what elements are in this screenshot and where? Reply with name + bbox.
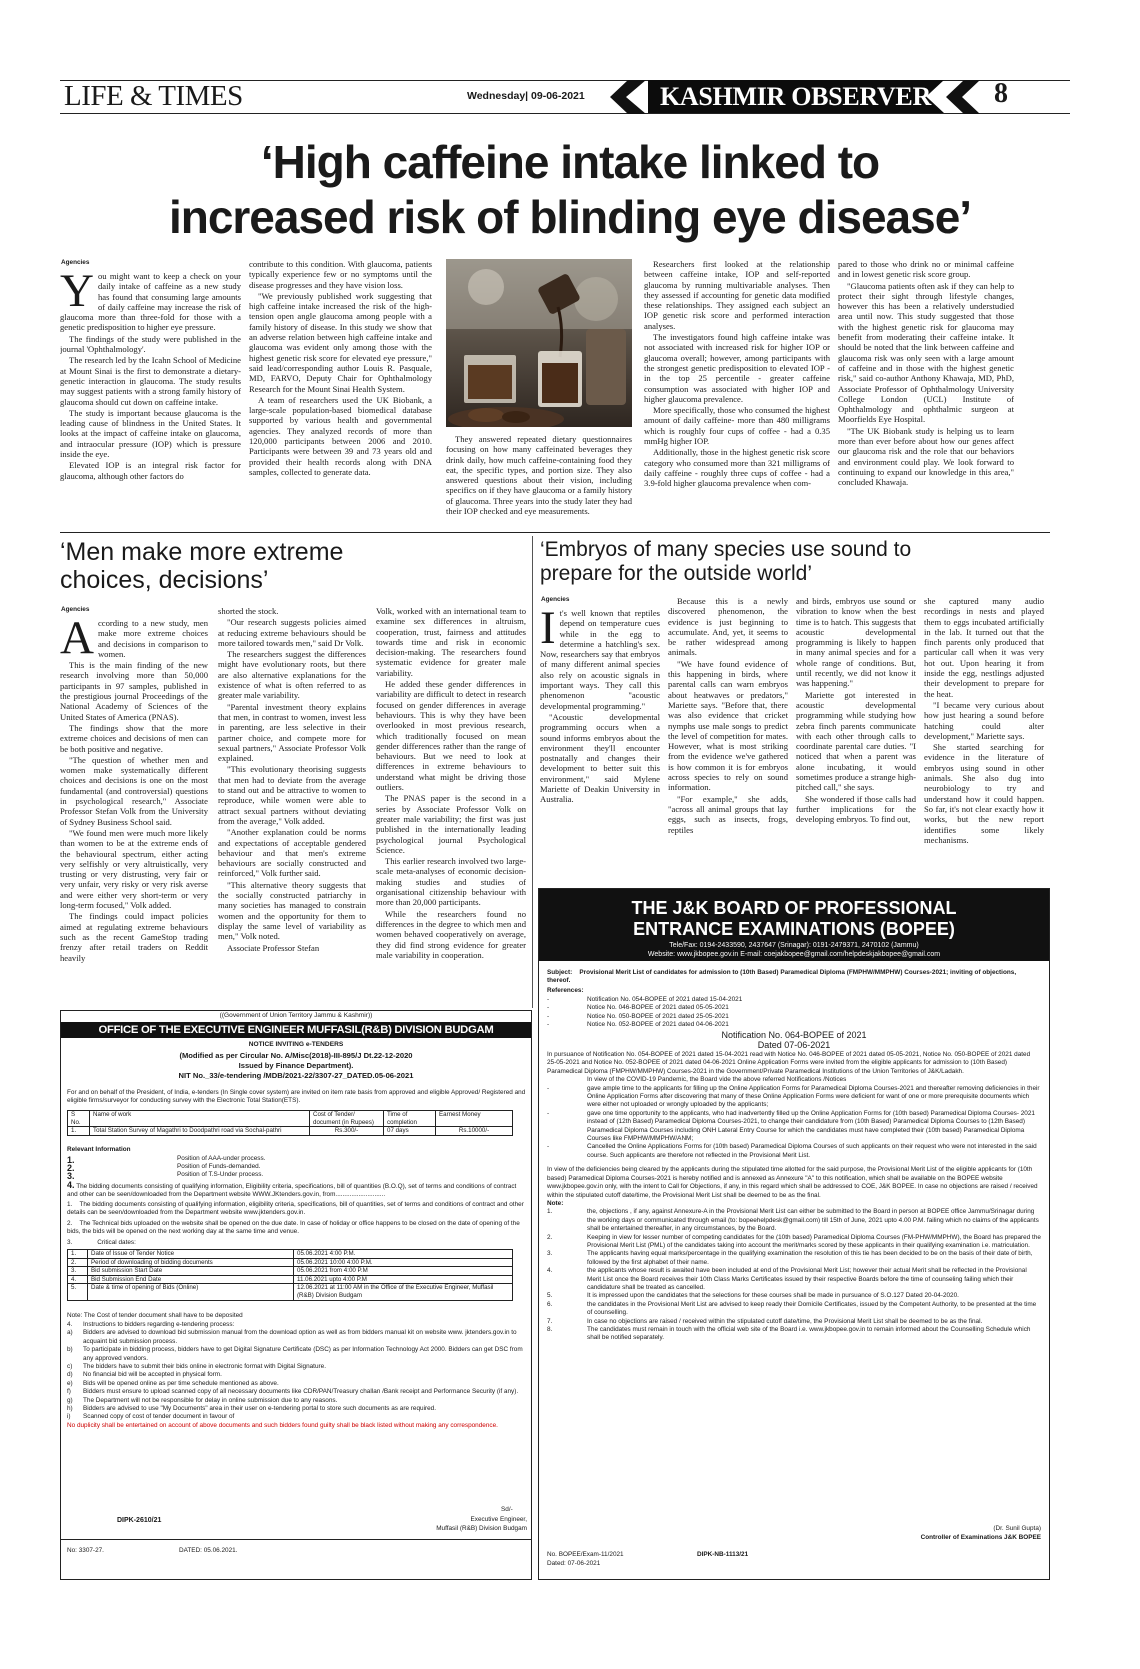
men-paragraph: The findings could impact policies aimed at regulating extreme behaviours such as the recent GameStop trading frenzy after retail traders on Reddit heavily	[60, 911, 208, 963]
lead-dropcap: Y	[60, 271, 94, 317]
men-paragraph: The findings show that the more extreme choices and decisions of men can be both positive and negative.	[60, 722, 208, 754]
bopee-title-line1: THE J&K BOARD OF PROFESSIONAL	[631, 898, 957, 918]
tender-para-2: 2. The Technical bids uploaded on the website shall be opened on the due date. In case of holiday or office happens to be closed on the date of opening of the bids, the bids will be opened on the next working day at the same time and venue.	[67, 1220, 520, 1236]
list-item: - Notice No. 052-BOPEE of 2021 dated 04-06-2021	[547, 1021, 729, 1029]
lead-paragraph: Elevated IOP is an integral risk factor for glaucoma, although other factors do	[60, 460, 241, 481]
embryo-paragraph: She started searching for evidence in the literature of embryos using sound in other animals. She also dug into neurobiology to try and understand how it could happen. So far, it's not clear exactly how it works, but the new report identifies some likely mechanisms.	[924, 742, 1044, 845]
list-text: No financial bid will be accepted in physical form.	[83, 1371, 222, 1379]
tender-work-table	[67, 1110, 513, 1136]
list-text: Position of Funds-demanded.	[177, 1163, 261, 1170]
men-paragraph: shorted the stock.	[218, 606, 279, 616]
list-number: f)	[67, 1388, 71, 1396]
coffee-illustration	[446, 259, 632, 427]
list-text: It is impressed upon the candidates that the selections for these courses shall be made in pursuance of S.O.127 Dated 20-04-2020.	[587, 1292, 959, 1300]
list-item	[67, 1413, 527, 1421]
lead-paragraph: Additionally, those in the highest genetic risk score category who consumed more than 321 milligrams of daily caffeine - roughly three cups of coffee - had a 3.9-fold higher glaucoma prevalence when com-	[644, 447, 830, 489]
lead-column-3	[446, 434, 632, 528]
list-item	[67, 1329, 527, 1346]
list-item: - gave ample time to the applicants for filling up the Online Application Forms for Paramedical Diploma Courses-2021 and thereafter removing deficiencies in their Online Application Forms after discovering that many of these Online Application Forms were deficient for want of one or more prerequisite documents which were either not uploaded or wrongly uploaded by the applicants;	[547, 1084, 1040, 1109]
paper-name: KASHMIR OBSERVER	[660, 82, 931, 111]
tender-dipk: DIPK-2610/21	[117, 1517, 162, 1524]
tender-number: No: 3307-27.	[67, 1547, 104, 1554]
table-cell: 5.	[68, 1284, 88, 1300]
table-header: Name of work	[90, 1111, 310, 1127]
men-paragraph: The researchers suggest the differences might have evolutionary roots, but there are also alternative explanations for the existence of what is often referred to as greater male variability.	[218, 649, 366, 701]
men-paragraph: This is the main finding of the new research involving more than 50,000 participants in 97 samples, published in the prestigious journal Proceedings of the National Academy of Sciences of the United States of America (PNAS).	[60, 660, 208, 722]
list-number: b)	[67, 1346, 73, 1354]
lead-paragraph: Researchers first looked at the relationship between caffeine intake, IOP and self-reported glaucoma by running multivariable analyses. Then they assessed if accounting for genetic data modified these relationships. They assigned each subject an IOP genetic risk score and performed interaction analyses.	[644, 259, 830, 331]
table-header: S No.	[68, 1111, 90, 1127]
tender-sign-title: Executive Engineer,	[470, 1516, 527, 1523]
bopee-web: Website: www.jkbopee.gov.in E-mail: coejakbopee@gmail.com/helpdeskjakbopee@gmail.com	[647, 951, 941, 958]
tender-critical-label: Critical dates:	[97, 1239, 136, 1246]
list-number: 7.	[547, 1317, 553, 1325]
list-number: g)	[67, 1396, 73, 1404]
table-row	[68, 1250, 513, 1259]
bopee-paragraph: In view of the deficiencies being cleared by the applicants during the stipulated time allotted for the said purpose, the Provisional Merit List of the eligible applicants for (10th based) Paramedical Diploma Courses-2021 is hereby notified and is annexed as Annexure "A" to this notification, which shall be available on the BOPEE website www.jkbopee.gov.in only, with the intent to Call for Objections, if any, in this regard which shall be addressed to COE, J&K BOPEE. In case no objections are raised / received within the stipulated cutoff date/time, the Provisional Merit List shall be deemed to be as the final.	[547, 1166, 1038, 1199]
list-number: 3.	[67, 1171, 75, 1181]
tender-note: Note: The Cost of tender document shall have to be deposited	[67, 1312, 243, 1319]
embryo-paragraph: "We have found evidence of this happening in birds, where parental calls can warn embryos about heatwaves or predators," Mariette says. "Before that, there was also evidence that cricket nymphs use male songs to predict the level of competition for mates. However, what is most striking from the evidence we've gathered is how common it is for embryos across species to rely on sound information.	[668, 658, 788, 793]
men-paragraph: "This evolutionary theorising suggests that men had to deviate from the average to stand out and be attractive to women to reproduce, while women were able to attract sexual partners without deviating from the average," Volk added.	[218, 764, 366, 826]
tender-critical: 3. Critical dates:	[67, 1239, 136, 1246]
embryo-paragraph: She wondered if those calls had further implications for the developing embryos. To find out,	[796, 793, 916, 825]
table-cell: 05.06.2021 from 4:00 P.M	[294, 1267, 513, 1276]
men-dropcap: A	[60, 618, 94, 664]
tender-para-text: The bidding documents consisting of qualifying information, Eligibility criteria, specifications, bill of quantities (B.O.Q), set of terms and conditions of contract and other can be seen/downloaded from the Department website WWW.JKtenders.gov.in, from............................	[67, 1183, 517, 1199]
embryo-paragraph: t's well known that reptiles depend on temperature cues while in the egg to determine a hatchling's sex. Now, researchers say that embryos of many different animal species also rely on acoustic signals in important ways. They call this phenomenon "acoustic developmental programming."	[540, 608, 660, 711]
masthead-chevron-left-icon	[608, 80, 646, 114]
table-cell: 07 days	[384, 1127, 436, 1136]
lead-headline-line2: increased risk of blinding eye disease’	[168, 191, 972, 243]
lead-paragraph: They answered repeated dietary questionnaires focusing on how many caffeinated beverages they drink daily, how much caffeine-containing food they eat, the specific types, and portion size. They also answered questions about their vision, including specifics on if they have glaucoma or a family history of glaucoma. Three years into the study later they had their IOP checked and eye measurements.	[446, 434, 632, 517]
men-paragraph: "Parental investment theory explains that men, in contrast to women, invest less in parenting, are less selective in their partner choice, and compete more for sexual partners," Associate Professor Volk explained.	[218, 701, 366, 764]
list-number: c)	[67, 1363, 73, 1371]
list-text: Notice No. 052-BOPEE of 2021 dated 04-06-2021	[587, 1021, 729, 1029]
table-header-row	[68, 1111, 513, 1127]
embryo-column-2	[668, 596, 788, 882]
list-text: gave ample time to the applicants for filling up the Online Application Forms for Paramedical Diploma Courses-2021 and thereafter removing deficiencies in their Online Application Forms after discovering that many of these Online Application Forms were deficient for want of one or more prerequisite documents which were either not uploaded or wrongly uploaded by the applicants;	[587, 1084, 1040, 1109]
embryo-paragraph: "Acoustic developmental programming occurs when a sound informs embryos about the environment they'll encounter postnatally and changes their development to better suit this environment," said Mylene Mariette of Deakin University in Australia.	[540, 711, 660, 805]
list-item	[547, 1208, 1041, 1233]
table-cell: 05.06.2021 10:00 4:00 P.M.	[294, 1258, 513, 1267]
table-cell: 3.	[68, 1267, 88, 1276]
coffee-photo	[446, 259, 632, 427]
tender-para-1b: 1. The bidding documents consisting of qualifying information, eligibility criteria, specifications, bill of quantities, set of terms and conditions of contract and other details can be seen/downloaded from the Department website www.jktenders.gov.in.	[67, 1201, 524, 1217]
embryo-paragraph: she captured many audio recordings in nests and played them to eggs incubated artificially in the lab. It turned out that the finch parents only produced that particular call when it was very hot out. Upon hearing it from inside the egg, nestlings adjusted their development to prepare for the heat.	[924, 596, 1044, 699]
list-text: the applicants whose result is awaited have been included at end of the Provisional Merit List; however their actual Merit shall be reflected in the Provisional Merit List once the Board receives their 10th Class Marks Certificates issued by their respective Boards before the time of counseling failing which their candidature shall be treated as cancelled.	[587, 1267, 1027, 1291]
masthead-bottom-rule	[60, 113, 1070, 114]
list-item	[67, 1171, 527, 1179]
men-paragraph: "Another explanation could be norms and expectations of acceptable gendered behaviour and that men's extreme behaviours are socially constructed and reinforced," Volk further said.	[218, 827, 366, 879]
bopee-title-line2: ENTRANCE EXAMINATIONS (BOPEE)	[633, 919, 955, 939]
men-paragraph: ccording to a new study, men make more extreme choices and decisions in comparison to women.	[97, 618, 208, 659]
tender-notice-title: NOTICE INVITING e-TENDERS	[248, 1041, 344, 1048]
bopee-subject-text: Provisional Merit List of candidates for admission to (10th Based) Paramedical Diploma (FMPHW/MMPHW) Courses-2021; inviting of objections, thereof.	[547, 969, 1017, 985]
tender-footer-rule	[61, 1539, 531, 1540]
lead-column-2	[249, 259, 432, 528]
section-title: LIFE & TIMES	[64, 80, 243, 112]
list-item	[547, 1250, 1041, 1267]
table-cell: Rs.10000/-	[436, 1127, 513, 1136]
list-number: 3.	[547, 1250, 553, 1258]
list-text: The Department will not be responsible for delay in online submission due to any reasons.	[83, 1396, 338, 1404]
list-item	[547, 1318, 1041, 1326]
bopee-notification-no: Notification No. 064-BOPEE of 2021	[721, 1030, 867, 1040]
list-text: Keeping in view for lesser number of competing candidates for the (10th based) Paramedical Diploma Courses (FM-PHW/MMPHW), the Board has prepared the Provisional Merit List (PML) of the candidates taking into account the merit/marks scored by these applicants in their qualifying examination i.e. matriculation.	[587, 1233, 1041, 1249]
embryo-paragraph: Because this is a newly discovered phenomenon, the evidence is just beginning to accumulate. And, yet, it seems to be rather widespread among animals.	[668, 596, 788, 658]
table-cell: Period of downloading of bidding documents	[88, 1258, 294, 1267]
list-text: Notice No. 046-BOPEE of 2021 dated 05-05-2021	[587, 1004, 729, 1012]
bopee-note-label: Note:	[547, 1199, 564, 1207]
embryo-column-3	[796, 596, 916, 882]
lead-column-4	[644, 259, 830, 528]
table-cell: 4.	[68, 1275, 88, 1284]
list-number: a)	[67, 1329, 73, 1337]
list-text: The candidates must remain in touch with the official web site of the Board i.e. www.jkbopee.gov.in to remain informed about the Counselling Schedule which shall be notified separately.	[587, 1326, 1031, 1342]
lead-paragraph: pared to those who drink no or minimal caffeine and in lowest genetic risk score group.	[838, 259, 1014, 280]
list-number: 2.	[67, 1163, 75, 1173]
table-cell: 05.06.2021 4:00 P.M.	[294, 1250, 513, 1259]
list-text: Bids will be opened online as per time schedule mentioned as above.	[83, 1379, 279, 1387]
page-number: 8	[994, 78, 1008, 109]
list-text: The bidders have to submit their bids online in electronic format with Digital Signature.	[83, 1363, 326, 1371]
lead-paragraph: ou might want to keep a check on your daily intake of caffeine as a new study has found that consuming large amounts of daily caffeine may increase the risk of glaucoma more than three-fold for those with a genetic predisposition to higher eye pressure.	[60, 271, 241, 333]
list-item	[67, 1321, 527, 1329]
table-row	[68, 1267, 513, 1276]
bopee-dated: Dated: 07-06-2021	[547, 1560, 601, 1567]
embryo-dropcap: I	[540, 608, 556, 654]
men-paragraph: "Our research suggests policies aimed at reducing extreme behaviours should be more tailored towards men," said Dr Volk.	[218, 617, 366, 648]
list-number: 6.	[547, 1300, 553, 1308]
lead-paragraph: A team of researchers used the UK Biobank, a large-scale population-based biomedical database supported by various health and governmental agencies. They analyzed records of more than 120,000 participants between 2006 and 2010. Participants were between 39 and 73 years old and provided their health records along with DNA samples, collected to generate data.	[249, 394, 432, 477]
lead-headline-line1: ‘High caffeine intake linked to	[260, 136, 880, 188]
list-number: e)	[67, 1379, 73, 1387]
list-item	[67, 1155, 527, 1163]
table-cell: 1.	[68, 1127, 90, 1136]
table-cell: 12.06.2021 at 11:00 AM in the Office of the Executive Engineer, Muffasil (R&B) Division Budgam	[294, 1284, 513, 1300]
bopee-signature: (Dr. Sunil Gupta)	[993, 1525, 1041, 1532]
list-number: 8.	[547, 1326, 553, 1333]
list-text: Bidders are advised to download bid submission manual from the download option as well as from bidders manual kit on website www. jktenders.gov.in to acquaint bid submission process.	[83, 1329, 517, 1345]
table-header: Time of completion	[384, 1111, 436, 1127]
tender-intro: For and on behalf of the President, of India, e-tenders (In Single cover system) are invited on item rate basis from approved and eligible Approved/ Registered and eligible firms/surveyor for conducting survey with the Electronic Total Station(ETS).	[67, 1089, 526, 1105]
tender-govt: ((Government of Union Territory Jammu & Kashmir))	[219, 1012, 373, 1019]
table-cell: Date & time of opening of Bids (Online)	[88, 1284, 294, 1300]
embryo-byline: Agencies	[541, 596, 570, 603]
lead-paragraph: "We previously published work suggesting that high caffeine intake increased the risk of the high-tension open angle glaucoma among people with a family history of disease. In this study we show that an adverse relation between high caffeine intake and glaucoma was evident only among those with the highest genetic risk score for elevated eye pressure," said lead/corresponding author Louis R. Pasquale, MD, FARVO, Deputy Chair for Ophthalmology Research for the Mount Sinai Health System.	[249, 290, 432, 394]
tender-para-text: The bidding documents consisting of qualifying information, eligibility criteria, specifications, bill of quantities, set of terms and conditions of contract and other details can be seen/downloaded from the Department website www.jktenders.gov.in.	[67, 1201, 524, 1217]
list-text: The applicants having equal marks/percentage in the qualifying examination the resolution of this tie has been decided to be on the basis of their date of birth, followed by the first alphabet of their name.	[587, 1250, 1033, 1266]
tender-instructions	[67, 1321, 527, 1430]
table-cell: Rs.300/-	[310, 1127, 384, 1136]
tender-info-list	[67, 1155, 527, 1179]
critical-dates-table	[67, 1249, 513, 1301]
list-text: Bidders are advised to use "My Documents" area in their user on e-tendering portal to store such documents as are required.	[83, 1405, 437, 1413]
masthead-chevron-right-icon	[946, 80, 980, 114]
list-text: gave one time opportunity to the applicants, who had inadvertently filled up the Online Application Forms for (10th based) Paramedical Diploma Courses- 2021 instead of (12th Based) Paramedical Diploma Courses-2021, to change their candidature from (10th Based) Paramedical Diploma Courses to (12th Based) Paramedical Diploma Courses including ONH Lateral Entry Course for which the candidates must have completed their (10th based) Paramedical Diploma Courses like FMPHW/MMPHW/ANM;	[587, 1109, 1035, 1143]
issue-date: Wednesday| 09-06-2021	[467, 90, 585, 102]
lead-paragraph: The research led by the Icahn School of Medicine at Mount Sinai is the first to demonstrate a dietary-genetic interaction in glaucoma. The study results may suggest patients with a strong family history of glaucoma should cut down on caffeine intake.	[60, 355, 241, 407]
list-item	[67, 1388, 527, 1396]
tender-dated: DATED: 05.06.2021.	[179, 1547, 238, 1554]
embryo-headline-line2: prepare for the outside world’	[540, 562, 812, 585]
bopee-signature-title: Controller of Examinations J&K BOPEE	[920, 1534, 1041, 1541]
list-text: Notification No. 054-BOPEE of 2021 dated 15-04-2021	[587, 996, 743, 1003]
lead-paragraph: "The UK Biobank study is helping us to learn more than ever before about how our genes affect our glaucoma risk and the role that our behaviors and environment could play. We look forward to continuing to expand our knowledge in this area," concluded Khawaja.	[838, 425, 1014, 488]
lead-paragraph: More specifically, those who consumed the highest amount of daily caffeine- more than 480 milligrams which is roughly four cups of coffee - had a 0.35 mmHg higher IOP.	[644, 405, 830, 447]
men-paragraph: The PNAS paper is the second in a series by Associate Professor Volk on greater male variability; the first was just published in the internationally leading psychological journal Psychological Science.	[376, 793, 526, 855]
list-number: h)	[67, 1405, 73, 1413]
bopee-dipk: DIPK-NB-1113/21	[697, 1551, 749, 1558]
bopee-notification-date: Dated 07-06-2021	[757, 1040, 831, 1050]
bopee-notice	[538, 888, 1050, 1580]
tender-sign-office: Muffasil (R&B) Division Budgam	[436, 1525, 527, 1532]
tender-sd: Sd/-	[501, 1506, 513, 1513]
list-number: 4.	[67, 1321, 73, 1328]
men-paragraph: Volk, worked with an international team to examine sex differences in altruism, cooperation, trust, fairness and attitudes towards time and risk in economic decision-making. The researchers found systematic evidence for greater male variability.	[376, 606, 526, 678]
table-row	[68, 1275, 513, 1284]
list-text: Cancelled the Online Applications Forms for (10th based) Paramedical Diploma Courses of such applicants on their request who were not interested in the said course. Such applicants are therefore not reflected in the Provisional Merit List.	[587, 1143, 1037, 1159]
list-item	[67, 1397, 527, 1405]
list-number: i)	[67, 1413, 71, 1421]
table-row	[68, 1127, 513, 1136]
lead-paragraph: The investigators found high caffeine intake was not associated with increased risk for higher IOP or glaucoma overall; however, among participants with the strongest genetic predisposition to elevated IOP - in the top 25 percentile - greater caffeine consumption was associated with higher IOP and higher glaucoma prevalence.	[644, 332, 830, 404]
list-item	[547, 1326, 1041, 1343]
men-paragraph: "We found men were much more likely than women to be at the extreme ends of the behavioural spectrum, either acting very selfishly or very altruistically, very trusting or very distrusting, very fair or very unfair, very risky or very risk averse and were either very short-term or very long-term focused," Volk added.	[60, 827, 208, 911]
bopee-tel: Tele/Fax: 0194-2433590, 2437647 (Srinagar): 0191-2479371, 2470102 (Jammu)	[669, 942, 919, 949]
list-number: d)	[67, 1371, 73, 1379]
list-item	[67, 1380, 527, 1388]
column-divider	[532, 536, 533, 1008]
men-column-1	[60, 618, 208, 1004]
bopee-paragraph: In pursuance of Notification No. 054-BOPEE of 2021 dated 15-04-2021 read with Notice No. 046-BOPEE of 2021 dated 05-05-2021, Notice No. 050-BOPEE of 2021 dated 25-05-2021 and Notice No. 052-BOPEE of 2021 dated 04-06-2021 Online Application Forms were invited from the eligible applicants for admission to (10th Based) Paramedical Diploma (FMPHW/MMPHW) Courses-2021 in the Government/Private Paramedical Institutions of the Union Territories of J&K/Ladakh.	[547, 1051, 1031, 1075]
table-row	[68, 1258, 513, 1267]
list-item	[547, 1234, 1041, 1251]
tender-warning: No duplicity shall be entertained on account of above documents and such bidders found guilty shall be black listed without making any correspondence.	[67, 1421, 498, 1429]
list-number: 1.	[547, 1208, 553, 1216]
list-item	[67, 1405, 527, 1413]
table-cell: Bid submission Start Date	[88, 1267, 294, 1276]
list-item: - Notice No. 046-BOPEE of 2021 dated 05-05-2021	[547, 1004, 729, 1012]
lead-paragraph: contribute to this condition. With glaucoma, patients typically experience few or no symptoms until the disease progresses and they have vision loss.	[249, 259, 432, 290]
list-text: the, objections , if any, against Annexure-A in the Provisional Merit List can either be submitted to the Board in person at BOPEE office Jammu/Srinagar during the working days or communicated through email (to: bopeehelpdesk@gmail.com) till 15th of June, 2021 upto 4.00 P.M. failing which no claims of the applicants shall be entertained thereafter, in any circumstances, by the Board.	[587, 1208, 1039, 1233]
tender-issued: Issued by Finance Department).	[238, 1061, 354, 1070]
embryo-headline-line1: ‘Embryos of many species use sound to	[540, 538, 912, 561]
list-number: 5.	[547, 1292, 553, 1300]
men-headline-line2: choices, decisions’	[60, 566, 269, 594]
embryo-paragraph: and birds, embryos use sound or vibration to know when the best time is to hatch. This suggests that acoustic developmental programming is likely to happen in many animal species and for a whole range of conditions. But, until recently, we did not know it was happening."	[796, 596, 916, 689]
table-cell: 1.	[68, 1250, 88, 1259]
list-text: Instructions to bidders regarding e-tendering process:	[83, 1321, 235, 1328]
men-paragraph: Associate Professor Stefan	[227, 942, 320, 953]
tender-nit: NIT No._33/e-tendering /MDB/2021-22/3307-27_DATED.05-06-2021	[178, 1071, 414, 1080]
tender-para-text: The Technical bids uploaded on the website shall be opened on the due date. In case of holiday or office happens to be closed on the date of opening of the bids, the bids will be opened on the next working day at the same time and venue.	[67, 1220, 520, 1236]
list-item	[547, 1301, 1041, 1318]
tender-para-4: 4. The bidding documents consisting of qualifying information, Eligibility criteria, specifications, bill of quantities (B.O.Q), set of terms and conditions of contract and other can be seen/downloaded from the Department website WWW.JKtenders.gov.in, from............................	[67, 1180, 517, 1199]
lead-paragraph: The findings of the study were published in the journal 'Ophthalmology'.	[60, 333, 241, 355]
list-text: To participate in bidding process, bidders have to get Digital Signature Certificate (DSC) as per Information Technology Act 2000. Bidders can get DSC from any approved vendors.	[83, 1346, 523, 1362]
tender-office: OFFICE OF THE EXECUTIVE ENGINEER MUFFASIL(R&B) DIVISION BUDGAM	[98, 1024, 494, 1036]
table-cell: Bid Submission End Date	[88, 1275, 294, 1284]
table-header: Earnest Money	[436, 1111, 513, 1127]
list-item: - Notification No. 054-BOPEE of 2021 dated 15-04-2021	[547, 996, 743, 1003]
list-number: 4.	[547, 1267, 553, 1275]
men-paragraph: He added these gender differences in variability are difficult to detect in research focused on gender differences in average behaviours. This is why they have been overlooked in most previous research, which traditionally focused on mean gender differences rather than the range of behaviours. But we need to look at differences in extreme behaviours to understand what might be driving those outliers.	[376, 679, 526, 793]
list-text: Bidders must ensure to upload scanned copy of all necessary documents like CDR/PAN/Treasury challan /Bank receipt and Performance Security (if any).	[83, 1388, 519, 1396]
list-item: - gave one time opportunity to the applicants, who had inadvertently filled up the Online Application Forms for (10th based) Paramedical Diploma Courses- 2021 instead of (12th Based) Paramedical Diploma Courses-2021, to change their candidature from (10th Based) Paramedical Diploma Courses to (12th Based) Paramedical Diploma Courses including ONH Lateral Entry Course for which the candidates must have completed their (10th based) Paramedical Diploma Courses like FMPHW/MMPHW/ANM;	[547, 1110, 1041, 1144]
embryo-paragraph: Mariette got interested in acoustic developmental programming while studying how zebra finch parents communicate with each other through calls to coordinate parental care duties. "I noticed that when a parent was alone incubating, it would sometimes produce a strange high-pitched call," she says.	[796, 689, 916, 793]
lead-paragraph: The study is important because glaucoma is the leading cause of blindness in the United States. It looks at the impact of caffeine intake on glaucoma, and intraocular pressure (IOP) which is pressure inside the eye.	[60, 407, 241, 460]
table-header: Cost of Tender/ document (in Rupees)	[310, 1111, 384, 1127]
table-row	[68, 1284, 513, 1300]
table-cell: 11.06.2021 upto 4:00 P.M	[294, 1275, 513, 1284]
embryo-paragraph: "I became very curious about how just hearing a sound before hatching could alter development," Mariette says.	[924, 699, 1044, 741]
bopee-body	[547, 1051, 1041, 1343]
list-text: Notice No. 050-BOPEE of 2021 dated 25-05-2021	[587, 1012, 729, 1020]
list-item	[67, 1371, 527, 1379]
list-text: In case no objections are raised / received within the stipulated cutoff date/time, the Provisional Merit List shall be deemed to be as the final.	[587, 1317, 983, 1325]
list-item	[547, 1267, 1041, 1292]
list-text: the candidates in the Provisional Merit List are advised to keep ready their Domicile Certificates, issued by the Competent Authority, to be presented at the time of counselling.	[587, 1300, 1037, 1317]
tender-relevant: Relevant Information	[67, 1146, 131, 1153]
embryo-column-4	[924, 596, 1044, 882]
men-paragraph: While the researchers found no differences in the degree to which men and women behaved cooperatively on average, they did find strong evidence for greater male variability in cooperation.	[376, 908, 526, 960]
men-column-2	[218, 606, 366, 1004]
men-byline: Agencies	[61, 606, 90, 613]
list-item	[547, 1292, 1041, 1300]
lead-paragraph: "Glaucoma patients often ask if they can help to protect their sight through lifestyle changes, however this has been a relatively understudied area until now. This study suggested that those with the highest genetic risk for glaucoma may benefit from moderating their caffeine intake. It should be noted that the link between caffeine and glaucoma risk was only seen with a large amount of caffeine and in those with the highest genetic risk," said co-author Anthony Khawaja, MD, PhD, Associate Professor of Ophthalmology University College London (UCL) Institute of Ophthalmology and ophthalmic surgeon at Moorfields Eye Hospital.	[838, 280, 1014, 425]
section-divider	[60, 532, 1050, 533]
table-cell: 2.	[68, 1258, 88, 1267]
bopee-subject-label: Subject:	[547, 969, 573, 976]
embryo-paragraph: "For example," she adds, "across all animal groups that lay eggs, such as insects, frogs, reptiles	[668, 793, 788, 835]
men-paragraph: This earlier research involved two large-scale meta-analyses of economic decision-making studies and studies of organisational citizenship behaviour with more than 20,000 participants.	[376, 856, 526, 908]
men-paragraph: "This alternative theory suggests that the socially constructed patriarchy in many societies has managed to constrain women and the opportunity for them to display the same level of variability as men," Volk noted.	[218, 879, 366, 942]
bopee-number: No. BOPEE/Exam-11/2021	[547, 1551, 624, 1558]
list-item	[67, 1163, 527, 1171]
list-text: Scanned copy of cost of tender document in favour of	[83, 1413, 235, 1421]
bopee-subject	[547, 969, 1041, 986]
list-item	[67, 1363, 527, 1371]
list-text: Position of T.S-Under process.	[177, 1171, 264, 1178]
tender-modified: (Modified as per Circular No. A/Misc(2018)-III-895/J Dt.22-12-2020	[179, 1051, 413, 1060]
lead-column-5	[838, 259, 1014, 528]
bopee-paragraph: In view of the COVID-19 Pandemic, the Board vide the above referred Notifications /Notices	[587, 1076, 847, 1084]
list-number: 2.	[547, 1233, 553, 1241]
men-paragraph: "The question of whether men and women make systematically different choices and decisions is one on the most fundamental (and controversial) questions in psychological research," Associate Professor Stefan Volk from the University of Sydney Business School said.	[60, 754, 208, 827]
men-column-3	[376, 606, 526, 1004]
lead-byline: Agencies	[61, 259, 90, 266]
table-cell: Total Station Survey of Magathri to Doodpathri road via Sochal-pathri	[90, 1127, 310, 1136]
men-headline-line1: ‘Men make more extreme	[60, 538, 344, 566]
list-number: 1.	[67, 1155, 75, 1165]
lead-column-1	[60, 271, 241, 528]
list-item: - Cancelled the Online Applications Forms for (10th based) Paramedical Diploma Courses of such applicants on their request who were not interested in the said course. Such applicants are therefore not reflected in the Provisional Merit List.	[547, 1143, 1041, 1160]
embryo-column-1	[540, 608, 660, 882]
list-text: Position of AAA-under process.	[177, 1155, 266, 1162]
bopee-ref-list	[547, 996, 1041, 1030]
tender-notice	[60, 1010, 532, 1580]
list-item: - Notice No. 050-BOPEE of 2021 dated 25-05-2021	[547, 1012, 729, 1020]
list-item	[67, 1346, 527, 1363]
table-cell: Date of Issue of Tender Notice	[88, 1250, 294, 1259]
bopee-references: References:	[547, 987, 584, 994]
